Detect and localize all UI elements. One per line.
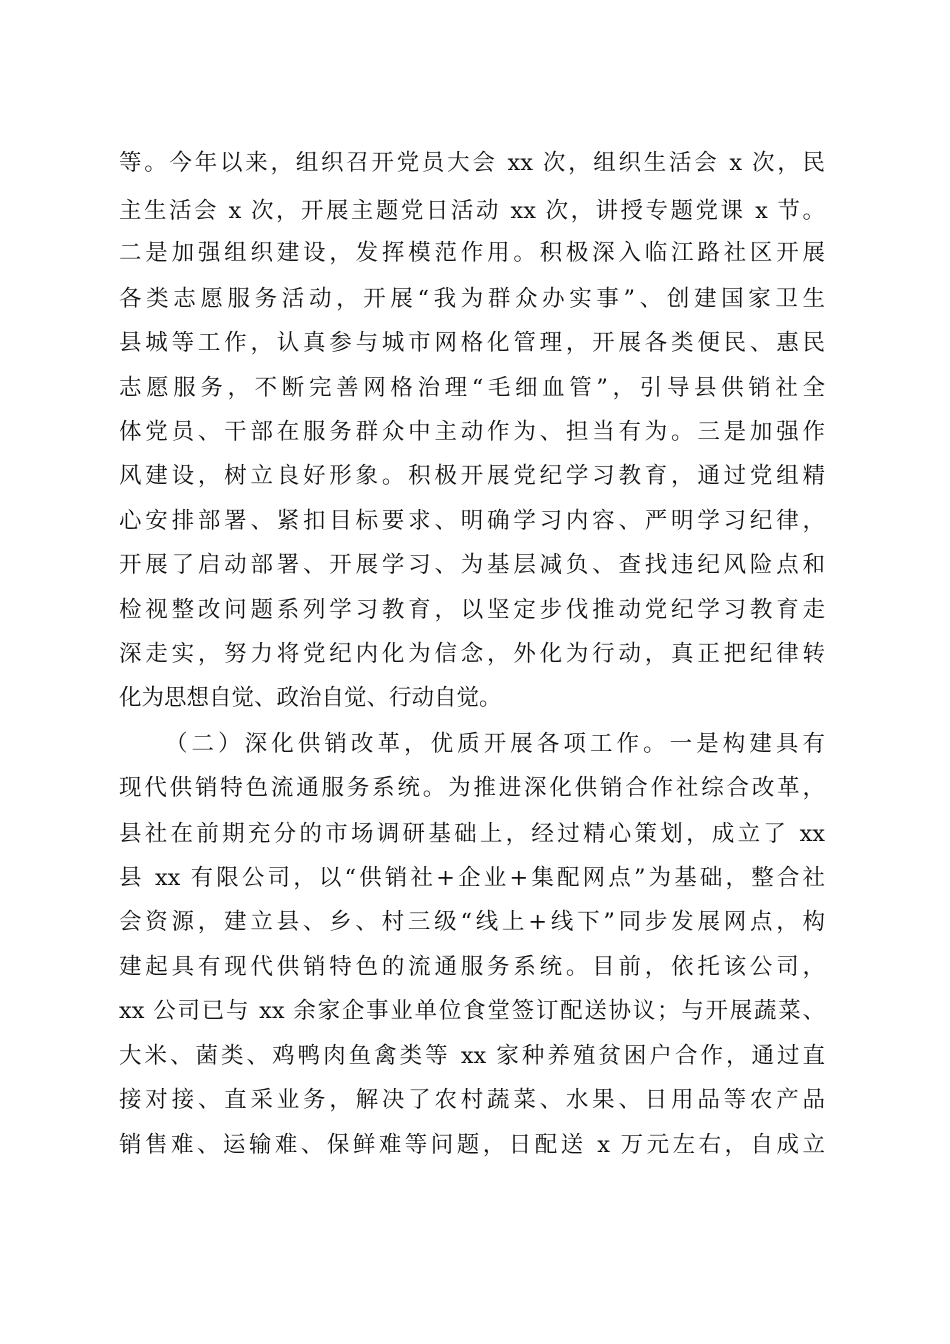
text-line: 县社在前期充分的市场调研基础上，经过精心策划，成立了 xx bbox=[119, 821, 825, 847]
text-line: 县 xx 有限公司，以“供销社+企业+集配网点”为基础，整合社 bbox=[119, 865, 825, 891]
text-line: 建起具有现代供销特色的流通服务系统。目前，依托该公司， bbox=[119, 954, 825, 980]
text-line: 开展了启动部署、开展学习、为基层减负、查找违纪风险点和 bbox=[119, 552, 825, 578]
text-line: 接对接、直采业务，解决了农村蔬菜、水果、日用品等农产品 bbox=[119, 1087, 825, 1113]
text-line: 体党员、干部在服务群众中主动作为、担当有为。三是加强作 bbox=[119, 419, 825, 445]
text-line: 各类志愿服务活动，开展“我为群众办实事”、创建国家卫生 bbox=[119, 286, 825, 312]
text-line: xx 公司已与 xx 余家企事业单位食堂签订配送协议；与开展蔬菜、 bbox=[119, 998, 825, 1024]
text-line: 志愿服务，不断完善网格治理“毛细血管”，引导县供销社全 bbox=[119, 375, 825, 401]
text-line: 心安排部署、紧扣目标要求、明确学习内容、严明学习纪律， bbox=[119, 508, 825, 534]
text-line: 县城等工作，认真参与城市网格化管理，开展各类便民、惠民 bbox=[119, 330, 825, 356]
text-line: 等。今年以来，组织召开党员大会 xx 次，组织生活会 x 次，民 bbox=[119, 150, 825, 176]
text-line: 大米、菌类、鸡鸭肉鱼禽类等 xx 家种养殖贫困户合作，通过直 bbox=[119, 1043, 825, 1069]
text-line: 二是加强组织建设，发挥模范作用。积极深入临江路社区开展 bbox=[119, 240, 825, 266]
text-line: 深走实，努力将党纪内化为信念，外化为行动，真正把纪律转 bbox=[119, 641, 825, 667]
section-heading-line: （二）深化供销改革，优质开展各项工作。一是构建具有 bbox=[165, 731, 825, 757]
text-line: 化为思想自觉、政治自觉、行动自觉。 bbox=[119, 685, 502, 711]
text-line: 销售难、运输难、保鲜难等问题，日配送 x 万元左右，自成立 bbox=[119, 1132, 825, 1158]
text-line: 风建设，树立良好形象。积极开展党纪学习教育，通过党组精 bbox=[119, 463, 825, 489]
text-line: 主生活会 x 次，开展主题党日活动 xx 次，讲授专题党课 x 节。 bbox=[119, 198, 825, 224]
text-line: 现代供销特色流通服务系统。为推进深化供销合作社综合改革， bbox=[119, 775, 825, 801]
text-line: 检视整改问题系列学习教育，以坚定步伐推动党纪学习教育走 bbox=[119, 597, 825, 623]
text-line: 会资源，建立县、乡、村三级“线上+线下”同步发展网点，构 bbox=[119, 909, 825, 935]
